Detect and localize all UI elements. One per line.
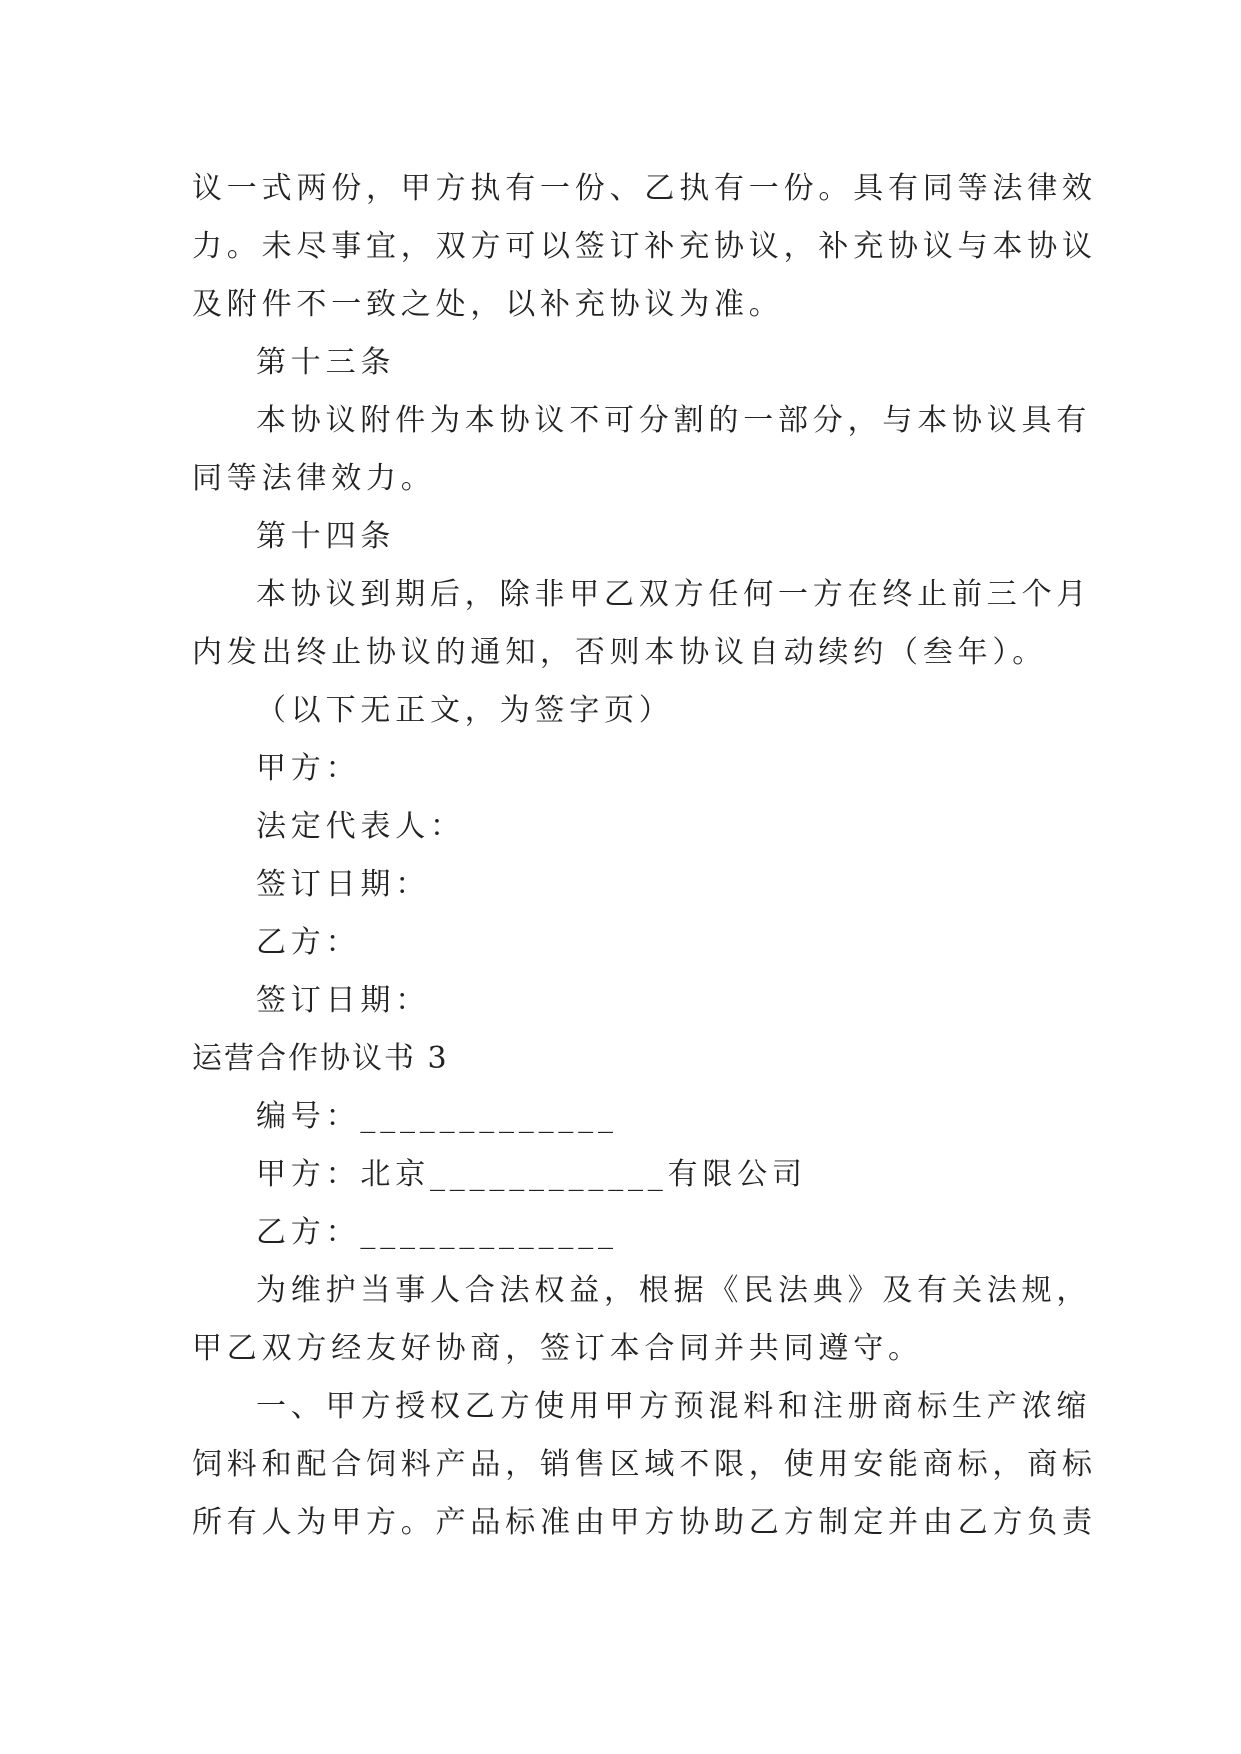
text-line: 议一式两份，甲方执有一份、乙执有一份。具有同等法律效: [192, 171, 1097, 206]
text-line: 本协议到期后，除非甲乙双方任何一方在终止前三个月: [256, 577, 1092, 612]
signing-date-label: 签订日期：: [256, 867, 430, 902]
contract-number-field: 编号：_____________: [256, 1099, 618, 1134]
text-line: 本协议附件为本协议不可分割的一部分，与本协议具有: [256, 403, 1092, 438]
party-b-field: 乙方：_____________: [256, 1215, 618, 1250]
legal-representative-label: 法定代表人：: [256, 809, 465, 844]
text-line: 所有人为甲方。产品标准由甲方协助乙方制定并由乙方负责: [192, 1505, 1097, 1540]
party-a-field: 甲方：北京____________有限公司: [256, 1157, 807, 1192]
text-line: 力。未尽事宜，双方可以签订补充协议，补充协议与本协议: [192, 229, 1097, 264]
section-title: 运营合作协议书 3: [192, 1041, 449, 1076]
party-b-signature-label: 乙方：: [256, 925, 361, 960]
article-heading-14: 第十四条: [256, 519, 396, 554]
text-line: 同等法律效力。: [192, 461, 436, 496]
text-line: 甲乙双方经友好协商，签订本合同并共同遵守。: [192, 1331, 923, 1366]
article-heading-13: 第十三条: [256, 345, 396, 380]
text-line: 内发出终止协议的通知，否则本协议自动续约（叁年）。: [192, 635, 1047, 670]
party-a-signature-label: 甲方：: [256, 751, 361, 786]
text-line: 一、甲方授权乙方使用甲方预混料和注册商标生产浓缩: [256, 1389, 1092, 1424]
document-body: [192, 160, 1097, 1552]
text-line: 及附件不一致之处，以补充协议为准。: [192, 287, 784, 322]
text-line: 饲料和配合饲料产品，销售区域不限，使用安能商标，商标: [192, 1447, 1097, 1482]
text-line: 为维护当事人合法权益，根据《民法典》及有关法规，: [256, 1273, 1092, 1308]
signing-date-label: 签订日期：: [256, 983, 430, 1018]
signature-page-note: （以下无正文，为签字页）: [256, 693, 674, 728]
